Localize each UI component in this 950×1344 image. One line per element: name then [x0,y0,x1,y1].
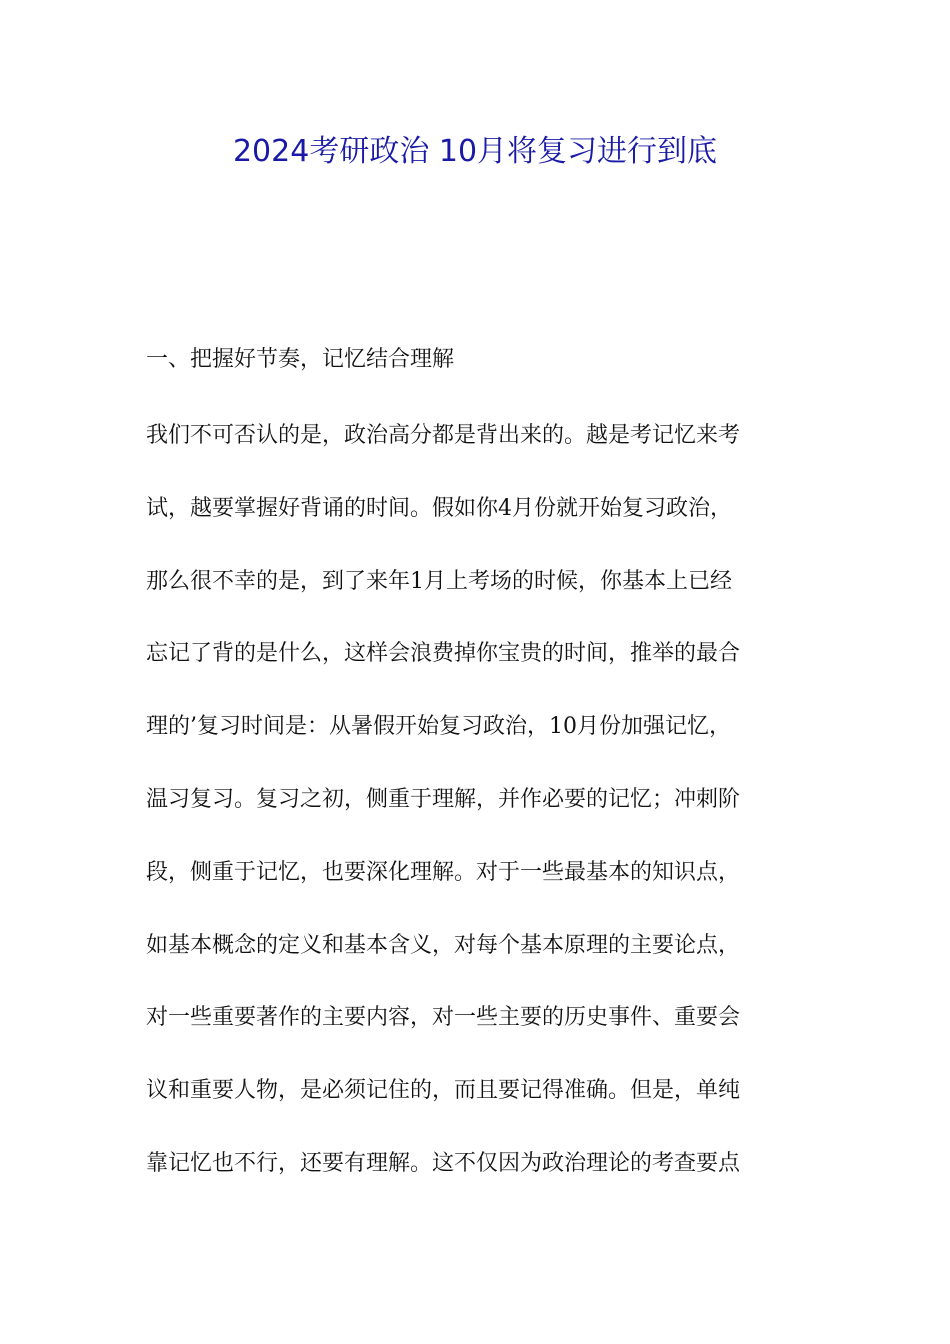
paragraph-line: 我们不可否认的是，政治高分都是背出来的。越是考记忆来考 [146,423,741,448]
section-heading: 一、把握好节奏，记忆结合理解 [146,347,455,372]
body-paragraph [146,418,816,1219]
paragraph-line: 忘记了背的是什么，这样会浪费掉你宝贵的时间，推举的最合 [146,641,741,667]
paragraph-line: 议和重要人物，是必须记住的，而且要记得准确。但是，单纯 [146,1078,741,1104]
paragraph-line: 试，越要掌握好背诵的时间。假如你4月份就开始复习政治， [146,495,732,521]
document-title: 2024考研政治 10月将复习进行到底 [232,134,718,169]
paragraph-line: 温习复习。复习之初，侧重于理解，并作必要的记忆；冲刺阶 [146,786,741,812]
paragraph-line: 如基本概念的定义和基本含义，对每个基本原理的主要论点， [146,932,741,958]
paragraph-line: 理的’复习时间是：从暑假开始复习政治，10月份加强记忆， [146,714,731,740]
paragraph-line: 靠记忆也不行，还要有理解。这不仅因为政治理论的考查要点 [146,1150,741,1176]
paragraph-line: 那么很不幸的是，到了来年1月上考场的时候，你基本上已经 [146,568,732,594]
paragraph-line: 对一些重要著作的主要内容，对一些主要的历史事件、重要会 [146,1005,741,1031]
paragraph-line: 段，侧重于记忆，也要深化理解。对于一些最基本的知识点， [146,859,741,885]
